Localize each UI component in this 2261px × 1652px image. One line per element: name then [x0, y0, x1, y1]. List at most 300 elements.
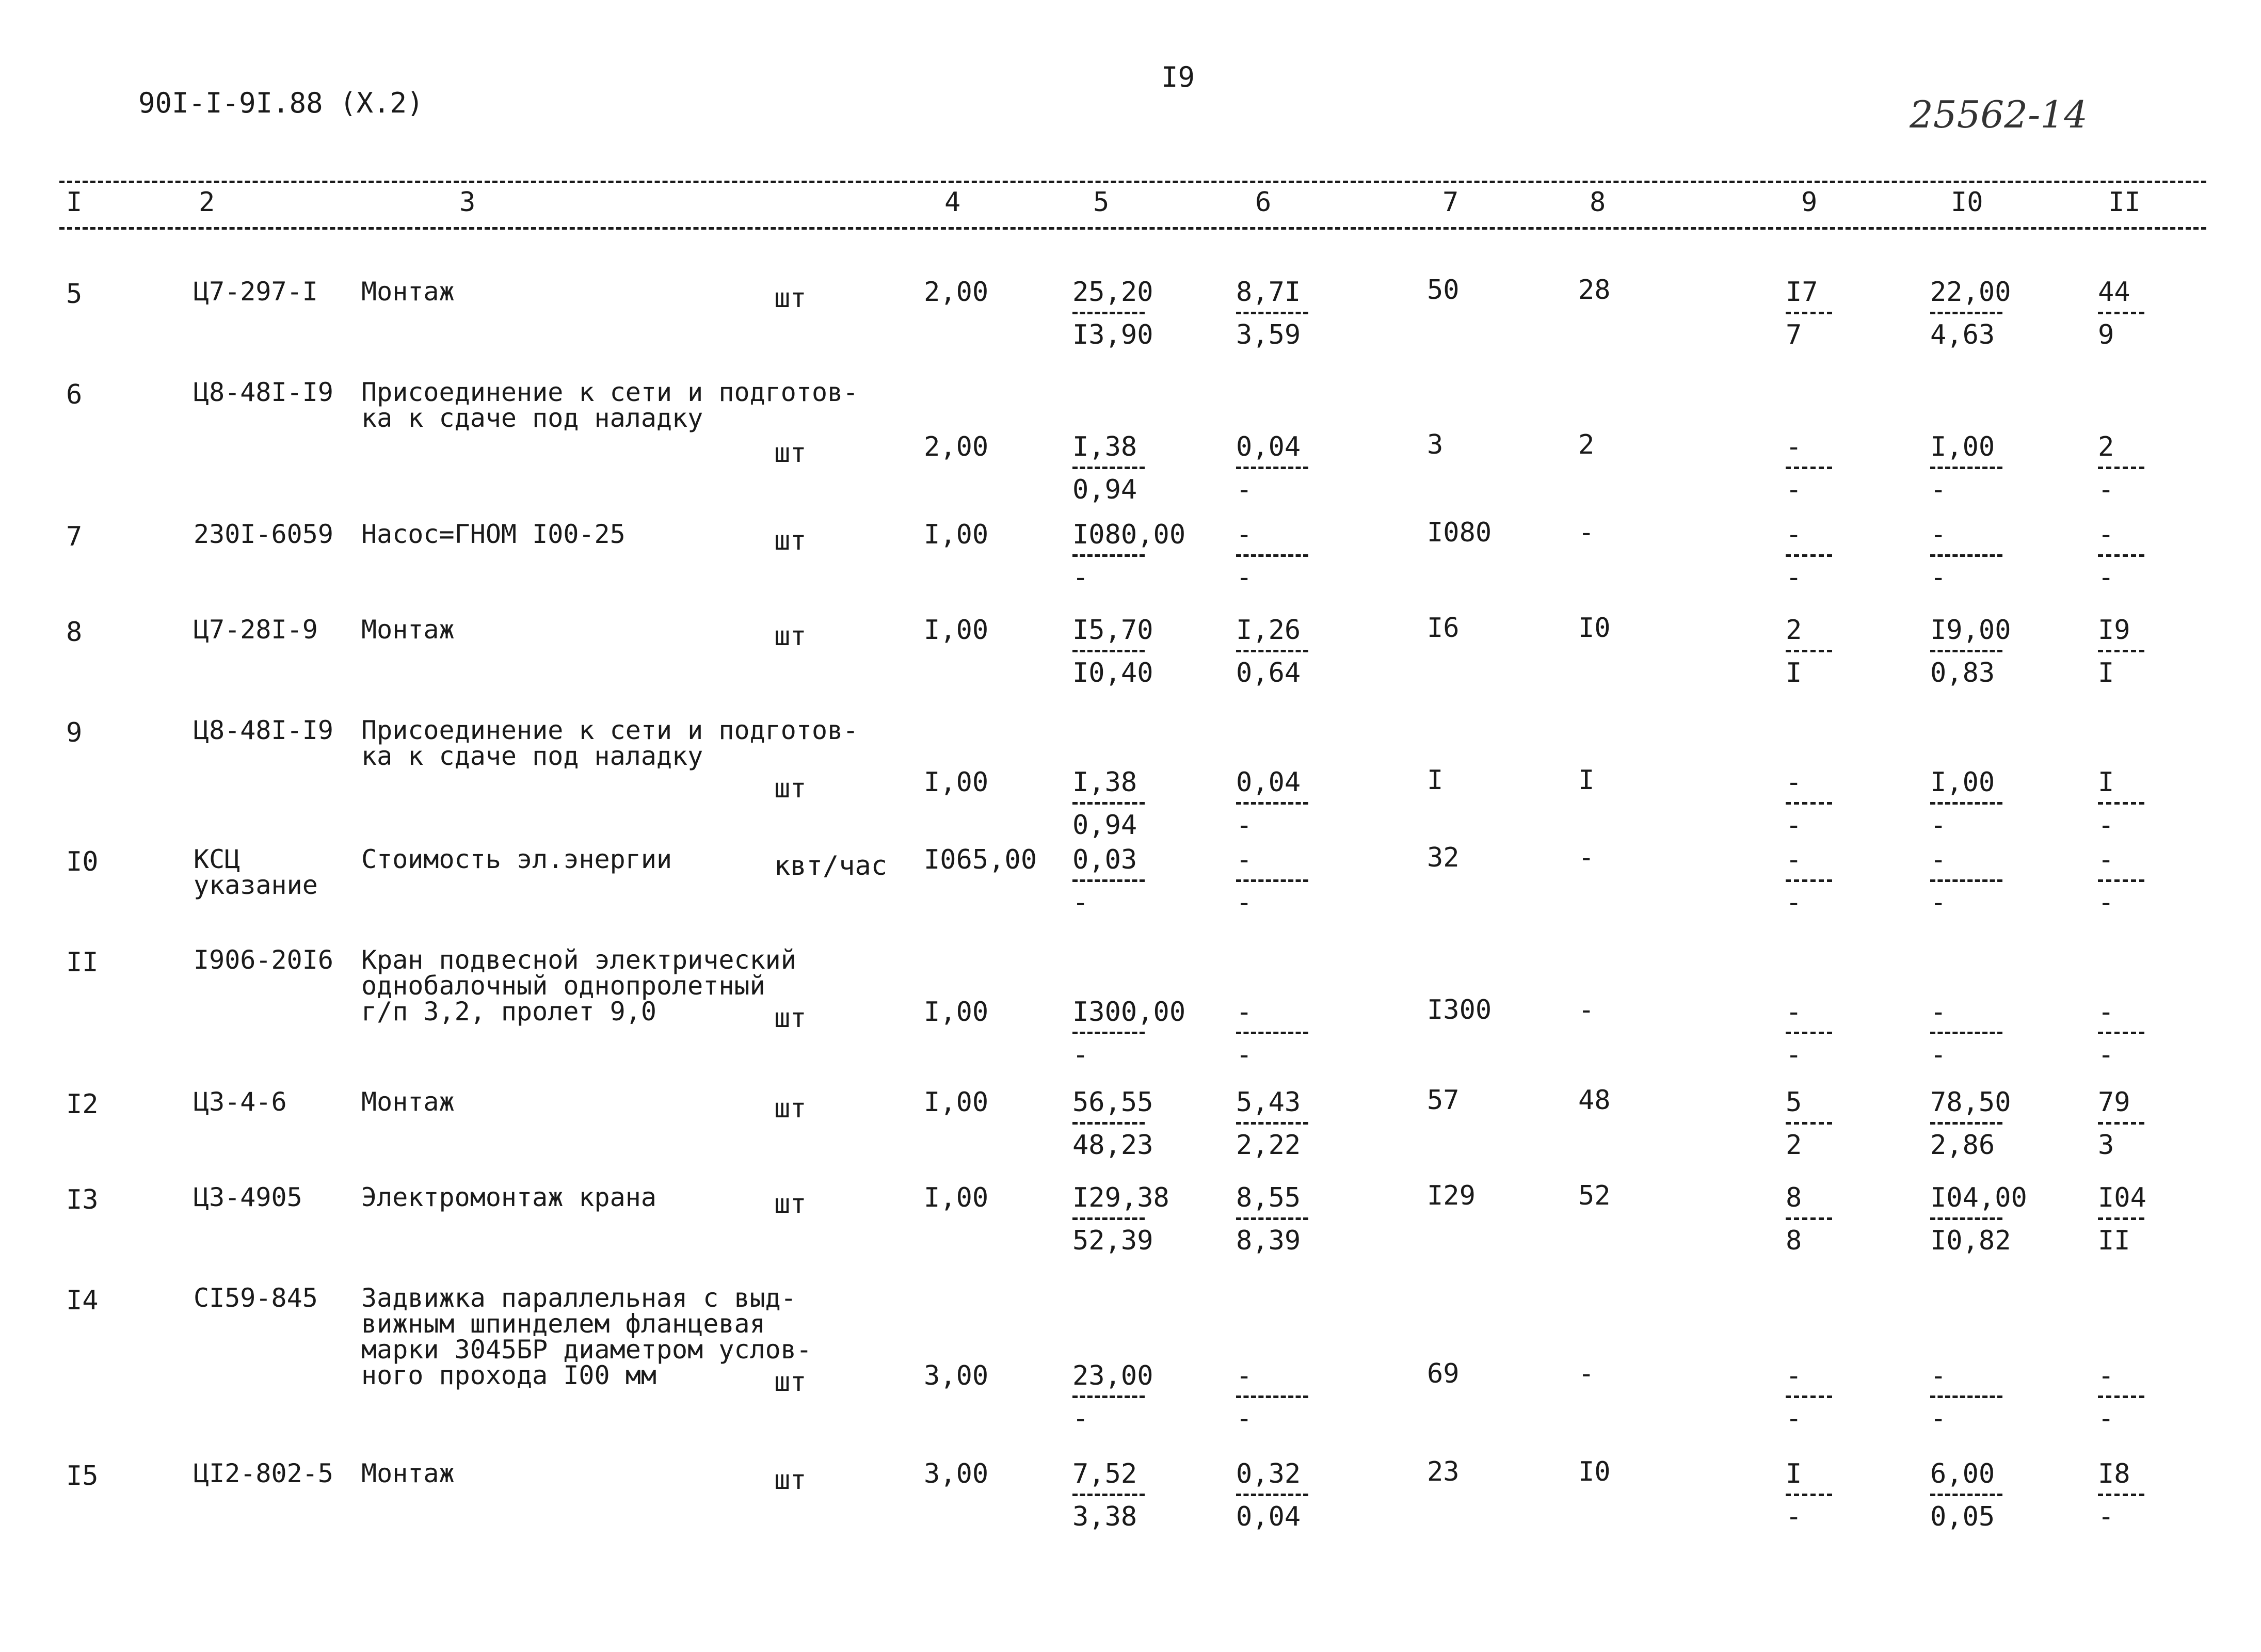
labor-hours-divider — [1930, 1396, 2002, 1398]
unit-wage — [1236, 277, 1355, 351]
labor-hours-numerator: - — [1930, 997, 1947, 1028]
total-labor-numerator: I — [2098, 767, 2114, 798]
labor-hours-denominator: 4,63 — [1930, 319, 1995, 350]
labor-hours — [1930, 997, 2049, 1071]
total-labor-divider — [2098, 650, 2144, 652]
item-description: Стоимость эл.энергии — [361, 844, 672, 874]
unit-of-measure: шт — [774, 438, 807, 469]
total-wage: - — [1578, 995, 1595, 1025]
unit-wage-denominator: 2,22 — [1236, 1130, 1301, 1161]
unit-of-measure: шт — [774, 525, 807, 556]
labor-hours-denominator: - — [1930, 1403, 1947, 1434]
unit-wage-numerator: 0,32 — [1236, 1458, 1301, 1489]
item-description: Монтаж — [361, 1458, 455, 1488]
unit-cost — [1072, 1360, 1191, 1435]
unit-wage-denominator: 8,39 — [1236, 1225, 1301, 1256]
unit-wage — [1236, 1360, 1355, 1435]
total-labor-numerator: 44 — [2098, 277, 2130, 308]
labor-hours — [1930, 431, 2049, 506]
labor-hours — [1930, 277, 2049, 351]
unit-cost-numerator: I300,00 — [1072, 997, 1186, 1028]
total-labor-divider — [2098, 312, 2144, 314]
column-header-11: II — [2108, 187, 2141, 218]
labor-hours-divider — [1930, 1494, 2002, 1496]
unit-wage-numerator: - — [1236, 844, 1253, 875]
machine-cost-denominator: - — [1786, 1039, 1802, 1070]
labor-hours-denominator: - — [1930, 887, 1947, 918]
item-description: Насос=ГНОМ I00-25 — [361, 519, 626, 549]
unit-cost — [1072, 844, 1191, 919]
machine-cost-divider — [1786, 879, 1832, 882]
column-header-7: 7 — [1442, 187, 1459, 218]
total-wage: 48 — [1578, 1085, 1611, 1116]
total-cost: 69 — [1427, 1358, 1460, 1389]
machine-cost-divider — [1786, 1032, 1832, 1034]
header-top-rule — [59, 181, 2206, 183]
labor-hours-denominator: 0,05 — [1930, 1501, 1995, 1532]
unit-wage — [1236, 767, 1355, 842]
total-labor-denominator: 3 — [2098, 1130, 2114, 1161]
total-cost: 50 — [1427, 275, 1460, 306]
total-labor-numerator: 2 — [2098, 431, 2114, 462]
machine-cost — [1786, 844, 1904, 919]
machine-cost-denominator: 2 — [1786, 1130, 1802, 1161]
total-labor — [2098, 767, 2217, 842]
column-header-1: I — [66, 187, 83, 218]
labor-hours-numerator: I,00 — [1930, 431, 1995, 462]
total-cost: 32 — [1427, 842, 1460, 873]
unit-of-measure: шт — [774, 1189, 807, 1220]
total-labor — [2098, 997, 2217, 1071]
labor-hours-numerator: - — [1930, 844, 1947, 875]
total-wage: 2 — [1578, 429, 1595, 460]
unit-cost-divider — [1072, 554, 1145, 557]
total-labor-divider — [2098, 467, 2144, 469]
total-labor-denominator: 9 — [2098, 319, 2114, 350]
total-cost: I080 — [1427, 517, 1492, 548]
total-labor — [2098, 1458, 2217, 1533]
total-labor-divider — [2098, 1494, 2144, 1496]
column-header-6: 6 — [1255, 187, 1272, 218]
labor-hours-numerator: 78,50 — [1930, 1087, 2011, 1118]
unit-cost — [1072, 767, 1191, 842]
labor-hours-divider — [1930, 554, 2002, 557]
quantity: I,00 — [924, 519, 989, 550]
unit-wage-numerator: I,26 — [1236, 615, 1301, 646]
unit-of-measure: шт — [774, 773, 807, 804]
item-description: Монтаж — [361, 615, 455, 645]
unit-wage — [1236, 997, 1355, 1071]
unit-of-measure: шт — [774, 1093, 807, 1124]
quantity: 3,00 — [924, 1360, 989, 1391]
column-header-5: 5 — [1093, 187, 1110, 218]
unit-cost-numerator: I5,70 — [1072, 615, 1153, 646]
labor-hours — [1930, 615, 2049, 689]
item-description: Монтаж — [361, 277, 455, 307]
machine-cost — [1786, 615, 1904, 689]
price-code: Ц8-48I-I9 — [194, 377, 333, 407]
column-header-3: 3 — [459, 187, 476, 218]
row-number: I3 — [66, 1184, 99, 1215]
total-wage: - — [1578, 1358, 1595, 1389]
labor-hours — [1930, 767, 2049, 842]
unit-cost-divider — [1072, 1122, 1145, 1125]
item-description: Электромонтаж крана — [361, 1182, 656, 1212]
price-code: Ц7-297-I — [194, 277, 318, 307]
unit-cost-numerator: I,38 — [1072, 431, 1137, 462]
labor-hours-numerator: - — [1930, 1360, 1947, 1391]
labor-hours-divider — [1930, 879, 2002, 882]
labor-hours-divider — [1930, 1122, 2002, 1125]
unit-cost — [1072, 431, 1191, 506]
item-description: Присоединение к сети и подготов- ка к сдаче под наладку — [361, 715, 859, 771]
total-labor-divider — [2098, 1217, 2144, 1220]
total-labor-numerator: I8 — [2098, 1458, 2130, 1489]
unit-wage-divider — [1236, 1217, 1308, 1220]
item-description: Кран подвесной электрический однобалочный однопролетный г/п 3,2, пролет 9,0 — [361, 945, 796, 1027]
unit-wage — [1236, 1458, 1355, 1533]
total-wage: 28 — [1578, 275, 1611, 306]
machine-cost-denominator: - — [1786, 1403, 1802, 1434]
total-wage: I — [1578, 765, 1595, 796]
unit-cost-denominator: - — [1072, 887, 1089, 918]
unit-cost — [1072, 1087, 1191, 1162]
unit-wage-divider — [1236, 650, 1308, 652]
machine-cost — [1786, 1182, 1904, 1257]
row-number: 9 — [66, 717, 83, 748]
unit-wage-numerator: 0,04 — [1236, 767, 1301, 798]
machine-cost-numerator: - — [1786, 519, 1802, 550]
unit-wage-denominator: - — [1236, 474, 1253, 505]
machine-cost-denominator: I — [1786, 657, 1802, 688]
unit-wage-numerator: - — [1236, 1360, 1253, 1391]
machine-cost-numerator: 8 — [1786, 1182, 1802, 1213]
total-labor — [2098, 277, 2217, 351]
labor-hours-numerator: I04,00 — [1930, 1182, 2027, 1213]
labor-hours-denominator: 2,86 — [1930, 1130, 1995, 1161]
unit-cost-numerator: I080,00 — [1072, 519, 1186, 550]
unit-wage-numerator: 5,43 — [1236, 1087, 1301, 1118]
machine-cost-denominator: - — [1786, 810, 1802, 841]
total-labor — [2098, 1087, 2217, 1162]
labor-hours — [1930, 1360, 2049, 1435]
unit-cost-divider — [1072, 1217, 1145, 1220]
labor-hours — [1930, 1458, 2049, 1533]
page-number: I9 — [1161, 61, 1195, 93]
unit-cost-numerator: 0,03 — [1072, 844, 1137, 875]
price-code: Ц3-4-6 — [194, 1087, 287, 1117]
machine-cost-denominator: 8 — [1786, 1225, 1802, 1256]
total-labor-denominator: - — [2098, 1501, 2114, 1532]
unit-cost-divider — [1072, 312, 1145, 314]
item-description: Задвижка параллельная с выд- вижным шпинделем фланцевая марки 3045БР диаметром услов- ного прохода I00 мм — [361, 1283, 812, 1390]
unit-wage-denominator: - — [1236, 887, 1253, 918]
unit-wage-divider — [1236, 312, 1308, 314]
quantity: I065,00 — [924, 844, 1037, 875]
machine-cost-denominator: - — [1786, 887, 1802, 918]
unit-of-measure: квт/час — [774, 851, 888, 881]
handwritten-reference: 25562-14 — [1910, 93, 2088, 136]
unit-cost — [1072, 997, 1191, 1071]
machine-cost-divider — [1786, 312, 1832, 314]
unit-of-measure: шт — [774, 1003, 807, 1034]
total-labor — [2098, 519, 2217, 594]
unit-wage — [1236, 1087, 1355, 1162]
unit-cost-denominator: 0,94 — [1072, 810, 1137, 841]
total-labor-denominator: II — [2098, 1225, 2130, 1256]
unit-wage-divider — [1236, 467, 1308, 469]
total-labor-divider — [2098, 879, 2144, 882]
machine-cost-denominator: - — [1786, 562, 1802, 593]
unit-cost-denominator: - — [1072, 1039, 1089, 1070]
unit-cost — [1072, 1182, 1191, 1257]
labor-hours — [1930, 844, 2049, 919]
total-labor-divider — [2098, 554, 2144, 557]
unit-wage-numerator: 8,55 — [1236, 1182, 1301, 1213]
machine-cost-numerator: - — [1786, 431, 1802, 462]
labor-hours-denominator: - — [1930, 562, 1947, 593]
price-code: Ц7-28I-9 — [194, 615, 318, 645]
total-cost: 3 — [1427, 429, 1444, 460]
unit-cost-denominator: 52,39 — [1072, 1225, 1153, 1256]
total-cost: I — [1427, 765, 1444, 796]
machine-cost-divider — [1786, 1122, 1832, 1125]
total-cost: I6 — [1427, 613, 1460, 644]
labor-hours-divider — [1930, 467, 2002, 469]
labor-hours-denominator: - — [1930, 1039, 1947, 1070]
unit-cost-denominator: 3,38 — [1072, 1501, 1137, 1532]
labor-hours-numerator: I9,00 — [1930, 615, 2011, 646]
unit-wage-divider — [1236, 1396, 1308, 1398]
unit-of-measure: шт — [774, 1367, 807, 1398]
row-number: 6 — [66, 379, 83, 410]
total-cost: I300 — [1427, 995, 1492, 1025]
total-labor-numerator: - — [2098, 1360, 2114, 1391]
total-labor-denominator: - — [2098, 1403, 2114, 1434]
machine-cost-divider — [1786, 802, 1832, 805]
unit-cost-numerator: 56,55 — [1072, 1087, 1153, 1118]
labor-hours-denominator: - — [1930, 474, 1947, 505]
unit-wage-divider — [1236, 879, 1308, 882]
labor-hours-divider — [1930, 802, 2002, 805]
machine-cost — [1786, 997, 1904, 1071]
machine-cost — [1786, 1087, 1904, 1162]
machine-cost — [1786, 519, 1904, 594]
price-code: СI59-845 — [194, 1283, 318, 1313]
machine-cost-numerator: 5 — [1786, 1087, 1802, 1118]
unit-cost-numerator: 23,00 — [1072, 1360, 1153, 1391]
unit-cost — [1072, 519, 1191, 594]
machine-cost — [1786, 277, 1904, 351]
labor-hours — [1930, 1087, 2049, 1162]
machine-cost-denominator: 7 — [1786, 319, 1802, 350]
total-labor-numerator: I9 — [2098, 615, 2130, 646]
total-labor-numerator: - — [2098, 844, 2114, 875]
total-labor — [2098, 431, 2217, 506]
price-code: I906-20I6 — [194, 945, 333, 975]
machine-cost-denominator: - — [1786, 474, 1802, 505]
total-labor-divider — [2098, 1032, 2144, 1034]
total-labor-numerator: - — [2098, 997, 2114, 1028]
labor-hours-numerator: - — [1930, 519, 1947, 550]
unit-wage-denominator: 3,59 — [1236, 319, 1301, 350]
row-number: 8 — [66, 617, 83, 648]
unit-wage-divider — [1236, 1494, 1308, 1496]
total-labor — [2098, 844, 2217, 919]
machine-cost — [1786, 431, 1904, 506]
machine-cost-numerator: I7 — [1786, 277, 1818, 308]
machine-cost-denominator: - — [1786, 1501, 1802, 1532]
machine-cost — [1786, 1360, 1904, 1435]
column-header-8: 8 — [1590, 187, 1606, 218]
unit-cost-divider — [1072, 1396, 1145, 1398]
labor-hours-divider — [1930, 650, 2002, 652]
labor-hours-numerator: 22,00 — [1930, 277, 2011, 308]
total-wage: - — [1578, 517, 1595, 548]
total-labor-numerator: 79 — [2098, 1087, 2130, 1118]
total-labor-denominator: I — [2098, 657, 2114, 688]
labor-hours-numerator: I,00 — [1930, 767, 1995, 798]
total-wage: 52 — [1578, 1180, 1611, 1211]
total-labor-denominator: - — [2098, 562, 2114, 593]
document-code: 90I-I-9I.88 (X.2) — [138, 87, 424, 119]
unit-wage — [1236, 1182, 1355, 1257]
unit-of-measure: шт — [774, 1465, 807, 1496]
unit-wage-divider — [1236, 802, 1308, 805]
row-number: II — [66, 947, 99, 978]
row-number: 5 — [66, 279, 83, 310]
total-labor-numerator: - — [2098, 519, 2114, 550]
machine-cost-divider — [1786, 1217, 1832, 1220]
unit-wage-denominator: - — [1236, 1403, 1253, 1434]
labor-hours — [1930, 1182, 2049, 1257]
price-code: Ц3-4905 — [194, 1182, 302, 1212]
unit-cost-denominator: 48,23 — [1072, 1130, 1153, 1161]
unit-cost-numerator: 7,52 — [1072, 1458, 1137, 1489]
unit-cost-divider — [1072, 1494, 1145, 1496]
price-code: Ц8-48I-I9 — [194, 715, 333, 745]
unit-cost-divider — [1072, 650, 1145, 652]
machine-cost-divider — [1786, 554, 1832, 557]
quantity: 3,00 — [924, 1458, 989, 1489]
machine-cost-numerator: I — [1786, 1458, 1802, 1489]
unit-cost-divider — [1072, 879, 1145, 882]
unit-cost-denominator: I3,90 — [1072, 319, 1153, 350]
price-code: ЦI2-802-5 — [194, 1458, 333, 1488]
total-labor-denominator: - — [2098, 810, 2114, 841]
price-code: 230I-6059 — [194, 519, 333, 549]
total-labor-denominator: - — [2098, 474, 2114, 505]
unit-wage-divider — [1236, 554, 1308, 557]
total-labor — [2098, 1182, 2217, 1257]
unit-wage — [1236, 615, 1355, 689]
column-header-9: 9 — [1801, 187, 1818, 218]
total-labor-divider — [2098, 1396, 2144, 1398]
unit-wage-numerator: - — [1236, 997, 1253, 1028]
unit-cost-numerator: 25,20 — [1072, 277, 1153, 308]
total-labor — [2098, 1360, 2217, 1435]
unit-wage-denominator: 0,64 — [1236, 657, 1301, 688]
labor-hours-denominator: - — [1930, 810, 1947, 841]
unit-cost-divider — [1072, 1032, 1145, 1034]
total-cost: I29 — [1427, 1180, 1476, 1211]
unit-of-measure: шт — [774, 283, 807, 314]
item-description: Монтаж — [361, 1087, 455, 1117]
unit-cost — [1072, 1458, 1191, 1533]
total-labor-divider — [2098, 802, 2144, 805]
total-wage: I0 — [1578, 613, 1611, 644]
quantity: 2,00 — [924, 431, 989, 462]
unit-cost-denominator: - — [1072, 562, 1089, 593]
unit-cost-denominator: 0,94 — [1072, 474, 1137, 505]
labor-hours-divider — [1930, 1032, 2002, 1034]
total-labor-denominator: - — [2098, 887, 2114, 918]
unit-wage-denominator: 0,04 — [1236, 1501, 1301, 1532]
unit-wage — [1236, 519, 1355, 594]
unit-wage — [1236, 431, 1355, 506]
unit-wage-numerator: - — [1236, 519, 1253, 550]
quantity: I,00 — [924, 997, 989, 1028]
unit-cost-denominator: - — [1072, 1403, 1089, 1434]
column-header-2: 2 — [199, 187, 215, 218]
total-labor-numerator: I04 — [2098, 1182, 2146, 1213]
machine-cost-numerator: - — [1786, 997, 1802, 1028]
labor-hours-denominator: 0,83 — [1930, 657, 1995, 688]
unit-cost — [1072, 277, 1191, 351]
machine-cost-numerator: - — [1786, 767, 1802, 798]
machine-cost-divider — [1786, 467, 1832, 469]
machine-cost-numerator: 2 — [1786, 615, 1802, 646]
row-number: I2 — [66, 1089, 99, 1120]
labor-hours-numerator: 6,00 — [1930, 1458, 1995, 1489]
machine-cost-divider — [1786, 650, 1832, 652]
labor-hours — [1930, 519, 2049, 594]
price-code: КСЦ указание — [194, 844, 318, 900]
total-wage: I0 — [1578, 1456, 1611, 1487]
unit-wage-divider — [1236, 1122, 1308, 1125]
unit-wage-denominator: - — [1236, 562, 1253, 593]
unit-of-measure: шт — [774, 621, 807, 652]
quantity: I,00 — [924, 1182, 989, 1213]
total-wage: - — [1578, 842, 1595, 873]
header-bottom-rule — [59, 227, 2206, 230]
labor-hours-divider — [1930, 1217, 2002, 1220]
unit-cost-numerator: I,38 — [1072, 767, 1137, 798]
unit-wage-numerator: 0,04 — [1236, 431, 1301, 462]
row-number: I0 — [66, 846, 99, 877]
total-cost: 57 — [1427, 1085, 1460, 1116]
quantity: I,00 — [924, 767, 989, 798]
unit-cost-numerator: I29,38 — [1072, 1182, 1169, 1213]
labor-hours-divider — [1930, 312, 2002, 314]
total-labor — [2098, 615, 2217, 689]
unit-wage-denominator: - — [1236, 810, 1253, 841]
unit-wage-numerator: 8,7I — [1236, 277, 1301, 308]
total-labor-denominator: - — [2098, 1039, 2114, 1070]
machine-cost — [1786, 1458, 1904, 1533]
machine-cost — [1786, 767, 1904, 842]
unit-wage-divider — [1236, 1032, 1308, 1034]
quantity: I,00 — [924, 1087, 989, 1118]
unit-cost-divider — [1072, 802, 1145, 805]
labor-hours-denominator: I0,82 — [1930, 1225, 2011, 1256]
unit-cost — [1072, 615, 1191, 689]
unit-wage-denominator: - — [1236, 1039, 1253, 1070]
total-labor-divider — [2098, 1122, 2144, 1125]
unit-cost-denominator: I0,40 — [1072, 657, 1153, 688]
total-cost: 23 — [1427, 1456, 1460, 1487]
machine-cost-numerator: - — [1786, 1360, 1802, 1391]
